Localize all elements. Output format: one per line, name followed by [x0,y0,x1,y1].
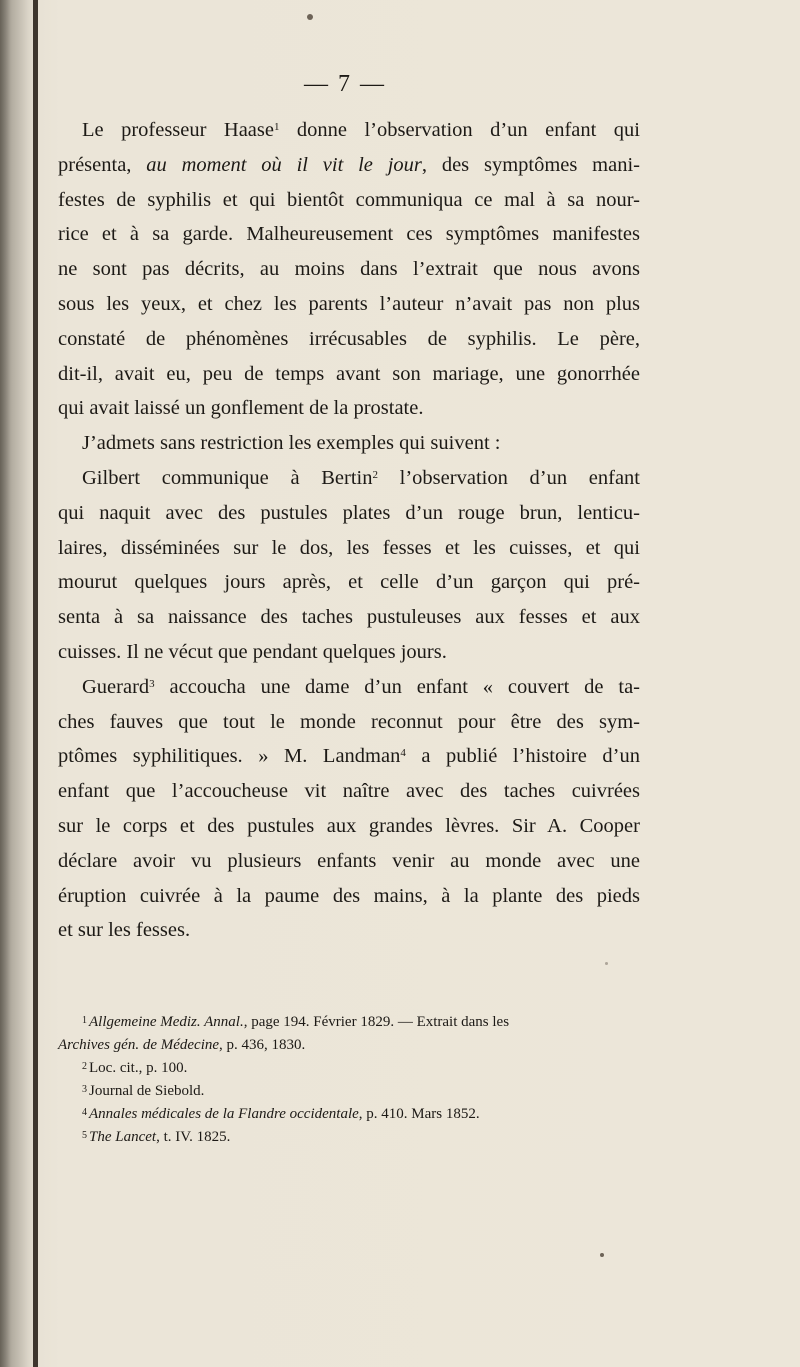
text-line: éruption cuivrée à la paume des mains, à la plante des pieds [58,884,640,907]
text-line: Guerard$^3$ accoucha une dame d’un enfant « couvert de ta- [82,675,640,698]
paper-speck [605,962,608,965]
footnote-1: $^1$ Allgemeine Mediz. Annal., page 194. Février 1829. — Extrait dans les [82,1014,510,1030]
text-line: ches fauves que tout le monde reconnut pour être des sym- [58,710,640,733]
text-line: qui avait laissé un gonflement de la prostate. [58,397,424,420]
text-line: dit-il, avait eu, peu de temps avant son mariage, une gonorrhée [58,362,640,385]
footnote-2: $^2$ Loc. cit., p. 100. [82,1060,188,1076]
text-line: déclare avoir vu plusieurs enfants venir au monde avec une [58,849,640,872]
text-line: Le professeur Haase$^1$ donne l’observation d’un enfant qui [82,119,640,141]
text-line: rice et à sa garde. Malheureusement ces symptômes manifestes [58,223,640,246]
footnote-ref: 1 [273,121,280,133]
text-line: sous les yeux, et chez les parents l’auteur n’avait pas non plus [58,292,640,315]
footnote-ref: 2 [372,468,378,481]
text-line: sur le corps et des pustules aux grandes lèvres. Sir A. Cooper [58,814,640,837]
page-number: — 7 — [304,71,386,97]
text-line: senta à sa naissance des taches pustuleuses aux fesses et aux [58,606,640,629]
footnote-ref: 4 [400,747,406,760]
footnote-ref: 3 [149,677,155,690]
paper-speck [600,1253,604,1257]
text-line: J’admets sans restriction les exemples qui suivent : [82,432,501,455]
footnote-1-continued: Archives gén. de Médecine, p. 436, 1830. [58,1037,306,1053]
footnote-5: $^5$ The Lancet, t. IV. 1825. [82,1129,231,1145]
text-line: présenta, au moment où il vit le jour, des symptômes mani- [58,153,640,176]
text-line: Gilbert communique à Bertin$^2$ l’observation d’un enfant [82,466,640,489]
main-text [58,113,640,948]
footnote-4: $^4$ Annales médicales de la Flandre occidentale, p. 410. Mars 1852. [82,1106,480,1122]
text-line: ptômes syphilitiques. » M. Landman$^4$ a publié l’histoire d’un [58,745,640,768]
book-spine-edge [33,0,38,1367]
text-line: et sur les fesses. [58,919,191,942]
text-line: constaté de phénomènes irrécusables de syphilis. Le père, [58,327,640,350]
text-line: enfant que l’accoucheuse vit naître avec des taches cuivrées [58,780,640,803]
text-line: festes de syphilis et qui bientôt communiqua ce mal à sa nour- [58,188,640,211]
text-line: cuisses. Il ne vécut que pendant quelques jours. [58,640,447,663]
footnotes [58,1011,640,1149]
text-line: ne sont pas décrits, au moins dans l’extrait que nous avons [58,258,640,281]
paper-speck [307,14,313,20]
text-line: mourut quelques jours après, et celle d’un garçon qui pré- [58,571,640,594]
text-line: laires, disséminées sur le dos, les fesses et les cuisses, et qui [58,536,640,559]
text-line: qui naquit avec des pustules plates d’un rouge brun, lenticu- [58,501,640,524]
footnote-3: $^3$ Journal de Siebold. [82,1083,205,1099]
